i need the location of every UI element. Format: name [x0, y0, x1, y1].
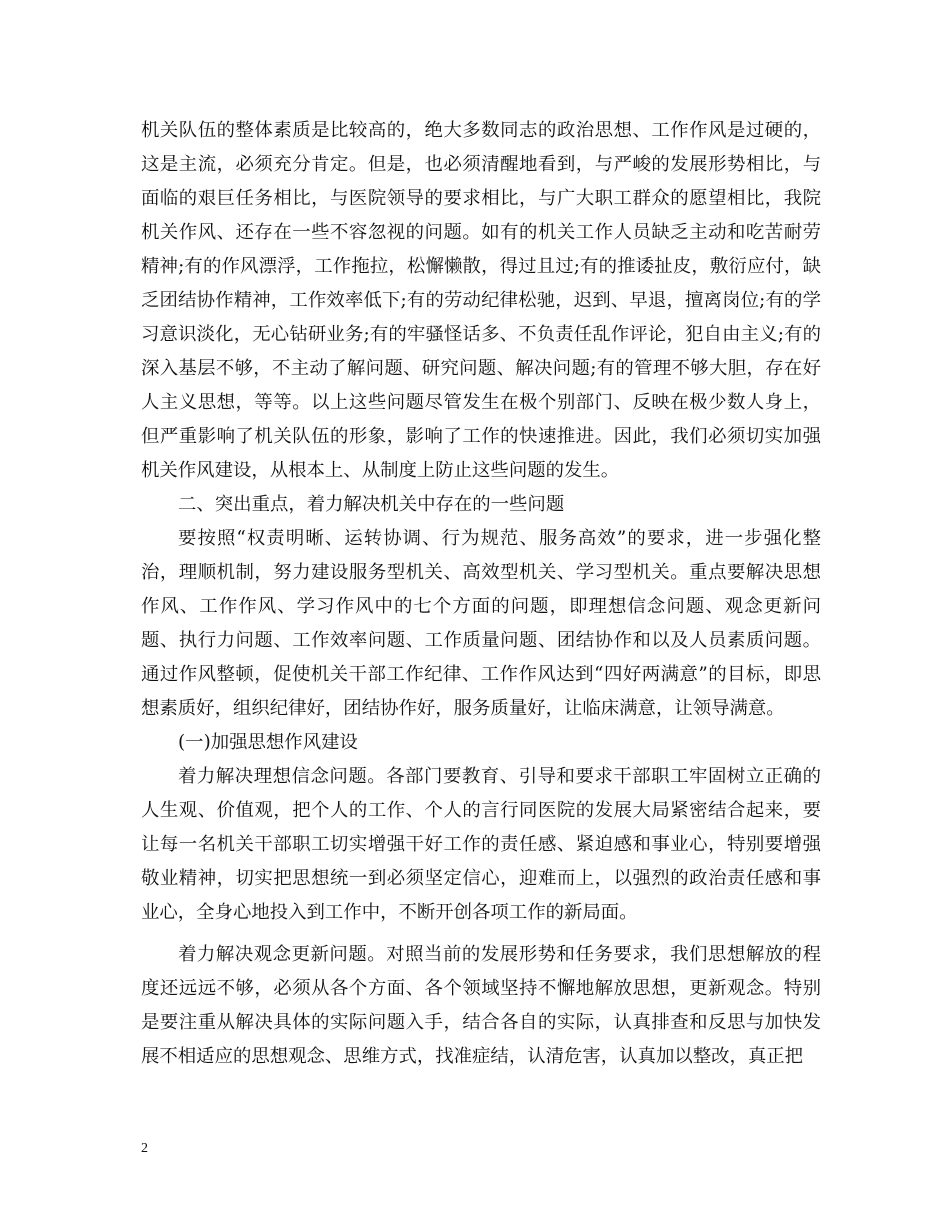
paragraph-section-2: 要按照“权责明晰、运转协调、行为规范、服务高效”的要求，进一步强化整治，理顺机制，努力建设服务型机关、高效型机关、学习型机关。重点要解决思想作风、工作作风、学习作风中的七个方面的问题，即理想信念问题、观念更新问题、执行力问题、工作效率问题、工作质量问题、团结协作和以及人员素质问题。通过作风整顿，促使机关干部工作纪律、工作作风达到“四好两满意”的目标，即思想素质好，组织纪律好，团结协作好，服务质量好，让临床满意，让领导满意。 — [141, 528, 821, 719]
page-number: 2 — [141, 1141, 148, 1156]
paragraph-ideals-beliefs: 着力解决理想信念问题。各部门要教育、引导和要求干部职工牢固树立正确的人生观、价值观，把个人的工作、个人的言行同医院的发展大局紧密结合起来，要让每一名机关干部职工切实增强干好工作的责任感、紧迫感和事业心，特别要增强敬业精神，切实把思想统一到必须坚定信心，迎难而上，以强烈的政治责任感和事业心，全身心地投入到工作中，不断开创各项工作的新局面。 — [141, 766, 821, 923]
section-heading-2: 二、突出重点，着力解决机关中存在的一些问题 — [178, 494, 565, 515]
paragraph-intro-continued: 机关队伍的整体素质是比较高的，绝大多数同志的政治思想、工作作风是过硬的，这是主流，必须充分肯定。但是，也必须清醒地看到，与严峻的发展形势相比，与面临的艰巨任务相比，与医院领导的要求相比，与广大职工群众的愿望相比，我院机关作风、还存在一些不容忽视的问题。如有的机关工作人员缺乏主动和吃苦耐劳精神;有的作风漂浮，工作拖拉，松懈懒散，得过且过;有的推诿扯皮，敷衍应付，缺乏团结协作精神，工作效率低下;有的劳动纪律松驰，迟到、早退，擅离岗位;有的学习意识淡化，无心钻研业务;有的牢骚怪话多、不负责任乱作评论，犯自由主义;有的深入基层不够，不主动了解问题、研究问题、解决问题;有的管理不够大胆，存在好人主义思想，等等。以上这些问题尽管发生在极个别部门、反映在极少数人身上，但严重影响了机关队伍的形象，影响了工作的快速推进。因此，我们必须切实加强机关作风建设，从根本上、从制度上防止这些问题的发生。 — [141, 120, 821, 481]
paragraph-concept-update: 着力解决观念更新问题。对照当前的发展形势和任务要求，我们思想解放的程度还远远不够，必须从各个方面、各个领域坚持不懈地解放思想，更新观念。特别是要注重从解决具体的实际问题入手，结合各自的实际，认真排查和反思与加快发展不相适应的思想观念、思维方式，找准症结，认清危害，认真加以整改，真正把 — [141, 944, 821, 1067]
paragraph-spacer — [141, 930, 821, 938]
subsection-heading-1: (一)加强思想作风建设 — [178, 732, 358, 753]
document-body — [141, 114, 821, 1074]
